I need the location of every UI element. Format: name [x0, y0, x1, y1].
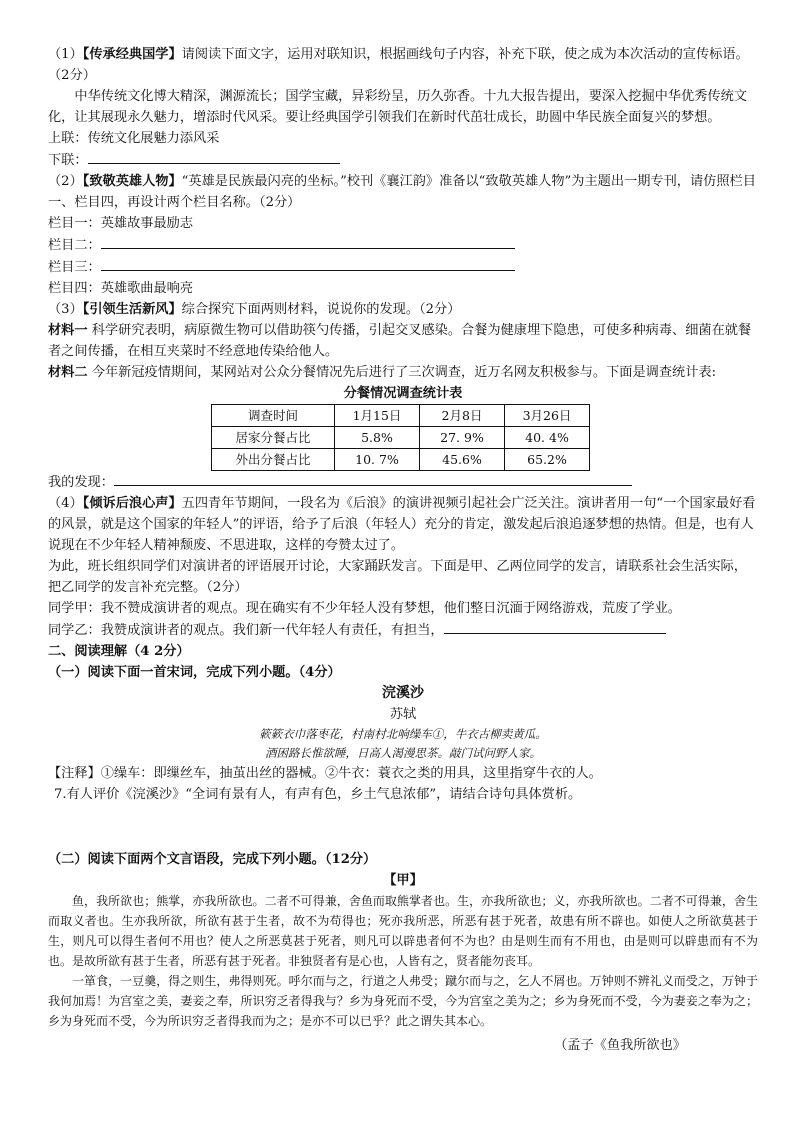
wenyan-source: （孟子《鱼我所欲也》: [554, 1038, 686, 1053]
survey-table: [211, 404, 590, 471]
q3-answer-line[interactable]: [114, 471, 632, 486]
table-row: 居家分餐占比 5.8% 27. 9% 40. 4%: [212, 427, 590, 449]
poem-line-2: 酒困路长惟欲睡，日高人渴漫思茶。敲门试问野人家。: [265, 746, 541, 760]
wenyan-paragraph-1: 鱼，我所欲也；熊掌，亦我所欲也。二者不可得兼，舍鱼而取熊掌者也。生，亦我所欲也；义，亦我所欲也。二者不可得兼，舍生而取义者也。生亦我所欲，所欲有甚于生者，故不为苟得也；死亦我所恶，所恶有甚于死者，故患有所不辟也。如使人之所欲莫甚于生，则凡可以得生者何不用也？使人之所恶莫甚于死者，则凡可以辟患者何不为也？由是则生而有不用也，由是则可以辟患而有不为也。是故所欲有甚于生者，所恶有甚于死者。非独贤者有是心也，人皆有之，贤者能勿丧耳。: [48, 894, 758, 968]
wenyan-paragraph-2: 一箪食，一豆羹，得之则生，弗得则死。呼尔而与之，行道之人弗受；蹴尔而与之，乞人不屑也。万钟则不辨礼义而受之，万钟于我何加焉！为宫室之美，妻妾之奉，所识穷乏者得我与？乡为身死而不受，今为宫室之美为之；乡为身死而不受，今为妻妾之奉为之；乡为身死而不受，今为所识穷乏者得我而为之；是亦不可以已乎？此之谓失其本心。: [48, 974, 758, 1028]
q4-prompt: （4）【倾诉后浪心声】五四青年节期间，一段名为《后浪》的演讲视频引起社会广泛关注。演讲者用一句“一个国家最好看的风景，就是这个国家的年轻人”的评语，给予了后浪（年轻人）充分的肯定，激发起后浪追逐梦想的热情。但是，也有人说现在不少年轻人精神颓废、不思进取，这样的夸赞太过了。: [48, 496, 756, 553]
q2-column-3: 栏目三：: [48, 256, 758, 278]
q1-answer-line[interactable]: [88, 149, 340, 164]
q1-tag: 【传承经典国学】: [82, 47, 182, 62]
table-header-row: 调查时间 1月15日 2月8日 3月26日: [212, 405, 590, 427]
poem-note: 【注释】①缲车：即缫丝车，抽茧出丝的器械。②牛衣：蓑衣之类的用具，这里指穿牛衣的人。: [48, 766, 602, 781]
q4-prompt-2: 为此，班长组织同学们对演讲者的评语展开讨论，大家踊跃发言。下面是甲、乙两位同学的发言，请联系社会生活实际，把乙同学的发言补充完整。（2分）: [48, 559, 747, 595]
question-7: 7.有人评价《浣溪沙》“全词有景有人，有声有色，乡土气息浓郁”，请结合诗句具体赏析。: [54, 787, 582, 802]
q2-column-4: 栏目四：英雄歌曲最响亮: [48, 281, 194, 296]
table-row: 外出分餐占比 10. 7% 45.6% 65.2%: [212, 449, 590, 471]
q1-lower-couplet: 下联：: [48, 149, 758, 171]
poem-title: 浣溪沙: [382, 685, 424, 701]
q3-prompt: （3）【引领生活新风】综合探究下面两则材料，说说你的发现。（2分）: [48, 302, 461, 317]
answer-space[interactable]: [48, 805, 758, 849]
q2-column-2: 栏目二：: [48, 234, 758, 256]
q1-upper-couplet: 上联：传统文化展魅力添风采: [48, 131, 220, 146]
q2-tag: 【致敬英雄人物】: [82, 174, 182, 189]
q3-finding: 我的发现：: [48, 471, 758, 493]
q3-material-1: 材料一 科学研究表明，病原微生物可以借助筷勺传播，引起交叉感染。合餐为健康埋下隐患，可使多种病毒、细菌在就餐者之间传播，在相互夹菜时不经意地传染给他人。: [48, 323, 752, 359]
q4-tag: 【倾诉后浪心声】: [82, 496, 182, 511]
wenyan-jia-label: 【甲】: [383, 873, 423, 888]
q1-prompt: （1）【传承经典国学】请阅读下面文字，运用对联知识，根据画线句子内容，补充下联，使之成为本次活动的宣传标语。（2分）: [48, 47, 749, 83]
exam-page: [48, 44, 758, 1056]
poem-line-1: 簌簌衣巾落枣花，村南村北响缲车①，牛衣古柳卖黄瓜。: [259, 727, 547, 741]
q2-answer-line-2[interactable]: [101, 234, 515, 249]
q4-student-yi: 同学乙：我赞成演讲者的观点。我们新一代年轻人有责任，有担当，: [48, 619, 758, 641]
q3-material-2: 材料二 今年新冠疫情期间，某网站对公众分餐情况先后进行了三次调查，近万名网友积极参与。下面是调查统计表:: [48, 365, 717, 380]
part-1-title: （一）阅读下面一首宋词，完成下列小题。（4分）: [48, 665, 341, 680]
part-2-title: （二）阅读下面两个文言语段，完成下列小题。（12分）: [48, 852, 377, 867]
q4-student-jia: 同学甲：我不赞成演讲者的观点。现在确实有不少年轻人没有梦想，他们整日沉湎于网络游戏，荒废了学业。: [48, 601, 681, 616]
q2-prompt: （2）【致敬英雄人物】“英雄是民族最闪亮的坐标。”校刊《襄江韵》准备以“致敬英雄人物”为主题出一期专刊，请仿照栏目一、栏目四，再设计两个栏目名称。（2分）: [48, 174, 756, 210]
q3-tag: 【引领生活新风】: [82, 302, 182, 317]
q2-column-1: 栏目一：英雄故事最励志: [48, 216, 194, 231]
poem-author: 苏轼: [389, 707, 417, 722]
q4-answer-line[interactable]: [444, 619, 666, 634]
section-2-title: 二、阅读理解（4 2分）: [48, 644, 190, 659]
survey-table-title: 分餐情况调查统计表: [343, 386, 463, 401]
q1-passage: 中华传统文化博大精深，渊源流长；国学宝藏，异彩纷呈，历久弥香。十九大报告提出，要深入挖掘中华优秀传统文化，让其展现永久魅力，增添时代风采。要让经典国学引领我们在新时代茁壮成长，助圆中华民族全面复兴的梦想。: [48, 89, 747, 125]
q2-answer-line-3[interactable]: [101, 256, 515, 271]
